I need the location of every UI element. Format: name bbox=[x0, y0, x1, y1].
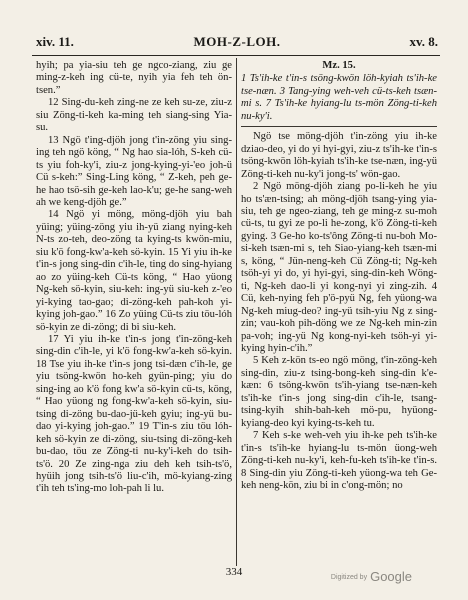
summary-rule bbox=[241, 126, 437, 127]
paragraph: hyih; pa yia-siu teh ge ngco-ziang, ziu ge ming-z-keh ing cü-te, nyih yia feh teh ön-tsen.” bbox=[36, 60, 232, 96]
running-header bbox=[36, 34, 438, 52]
header-title: MOH-Z-LOH. bbox=[193, 34, 281, 49]
google-logo: Google bbox=[370, 569, 412, 584]
paragraph: 7 Keh s-ke weh-veh yiu ih-ke peh ts'ih-ke t'in-s ts'ih-ke hyiang-lu ts-mön üong-weh Zöng-ti-keh nu-ky'i, keh-fu-keh ts'ih-ke t'in-s. 8 Sing-din yiu Zöng-ti-keh yüong-wa teh Ge-keh neng-kön, ziu bi in c'ong-mön; no bbox=[241, 430, 437, 491]
stamp-caption: Digitized by bbox=[330, 574, 368, 582]
header-left-reference: xiv. 11. bbox=[36, 34, 74, 49]
right-column bbox=[241, 60, 437, 492]
paragraph: 13 Ngö t'ing-djöh jong t'in-zöng yiu sing-ing teh ngö köng, “ Ng hao sia-lóh, S-keh cü-ts yiu foh-ky'i, ziu-z jong-kying-yi-'eo joh-ü Cü s-keh:” Sing-Ling köng, “ Z-keh, peh ge-he hao tsö-sih ge-keh lao-k'u; ge-he sang-weh ah we keng-djöh ge.” bbox=[36, 134, 232, 208]
chapter-summary-title: Mz. 15. bbox=[322, 60, 356, 71]
paragraph: 14 Ngö yi möng, möng-djöh yiu bah yüing; yüing-zöng yiu ih-yü ziang nying-keh N-ts zo-teh, deo-zöng ta kying-ts kwön-miu, siu k'ö fong-kw'a-keh sö-kyin. 15 Yi yiu ih-ke t'in-s jong sing-din c'ih-le, ting do sing-hyiang ao zo yüing-keh Cü-ts köng, “ Hao yüong Ng-keh sö-kyin, siu-keh: ing-yü siu-keh z-'eo yi-kying tao-gao; di-zöng-keh pah-koh yi-kying joh-gao.” 16 Zo yüing Cü-ts ziu töu-lóh sö-kyin ze di-zöng; di bi siu-keh. bbox=[36, 209, 232, 333]
left-column bbox=[36, 60, 232, 496]
chapter-summary: 1 Ts'ih-ke t'in-s tsöng-kwön löh-kyiah ts'ih-ke tse-næn. 3 Tang-ying weh-veh cü-ts-keh tsæn-mi s. 7 Ts'ih-ke hyiang-lu ts-mön Zöng-ti-keh nu-ky'i. bbox=[241, 73, 437, 122]
column-divider bbox=[236, 58, 237, 566]
header-right-reference: xv. 8. bbox=[409, 34, 438, 49]
digitization-stamp bbox=[331, 569, 412, 584]
paragraph: 12 Sing-du-keh zing-ne ze keh su-ze, ziu-z siu Zöng-ti-keh ka-ming teh siang-sing Yia-su. bbox=[36, 97, 232, 134]
paragraph: Ngö tse möng-djöh t'in-zöng yiu ih-ke dziao-deo, yi do yi hyi-gyi, ziu-z ts'ih-ke t'in-s tsöng-kwön löh-kyiah ts'ih-ke tse-næn, ing-yü Zöng-ti-keh nu-ky'i jong-ts' wön-gao. bbox=[241, 131, 437, 180]
paragraph: 5 Keh z-kön ts-eo ngö möng, t'in-zöng-keh sing-din, ziu-z tsing-bong-keh sing-din k'e-kæn: 6 tsöng-kwön ts'ih-yiang tse-næn-keh ts'ih-ke t'in-s jong sing-din c'ih-le, tsang-tsing-kyih shih-bah-keh mö-pu, hyüong-kyiang-deo kyi kying-ts-keh tu. bbox=[241, 355, 437, 429]
header-rule bbox=[32, 55, 440, 56]
page-number: 334 bbox=[225, 566, 243, 578]
paragraph: 17 Yi yiu ih-ke t'in-s jong t'in-zöng-keh sing-din c'ih-le, yi k'ö fong-kw'a-keh sö-kyin. 18 Tse yiu ih-ke t'in-s jong tsi-dæn c'ih-le, ge yiu tsöng-kwön ho-keh gyün-ping; yiu do sing-ing ao k'ö fong kw'a sö-kyin cü-ts, köng, “ Hao yüong ng fong-kw'a-keh sö-kyin, siu-tsing di-zöng bu-dao-jü-keh gyiu; ing-yü bu-dao yi-kying joh-gao.” 19 T'in-s ziu töu lóh-keh sö-kyin ze di-zöng, siu-tsing di-zöng-keh bu-dao, töu ze Zöng-ti nu-ky'i-keh do tsih-ts'ö. 20 Ze zing-nga ziu deh keh tsih-ts'ö, hyüih jong tsih-ts'ö liu-c'ih, mö-kyiang-zing t'ih teh ts'ing-mo loh-pah li lu. bbox=[36, 333, 232, 495]
paragraph: 2 Ngö möng-djöh ziang po-li-keh he yiu ho ts'æn-tsing; ah möng-djöh tsang-ying yia-siu, teh ge ngeo-ziang, teh ge ming-z su-moh cü-ts, tu gyi ze po-li he-zong, k'ö Zöng-ti-keh gying. 3 Ge-ho ko-ts'ông Zöng-ti nu-boh Mo-si-keh tsæn-mi s, teh Siao-yiang-keh tsæn-mi s, köng, “ Jün-neng-keh Cü Zöng-ti; Ng-keh tsöh-yi yi do, yi hyi-gyi, sing-din-keh Wöng-ti, Ng-keh dao-li yi kong-nyi yi zing-zih. 4 Cü, keh-nying feh p'ö-pyü Ng, feh yüong-wa Ng-keh miug-deo? ing-yü tsih-yiu Ng z sing-zin; vau-koh pih-döng we ze Ng-keh min-zin pa-voh; ing-yü Ng kong-nyi-keh tsöh-yi yi-kying hyin-c'ih.” bbox=[241, 181, 437, 354]
